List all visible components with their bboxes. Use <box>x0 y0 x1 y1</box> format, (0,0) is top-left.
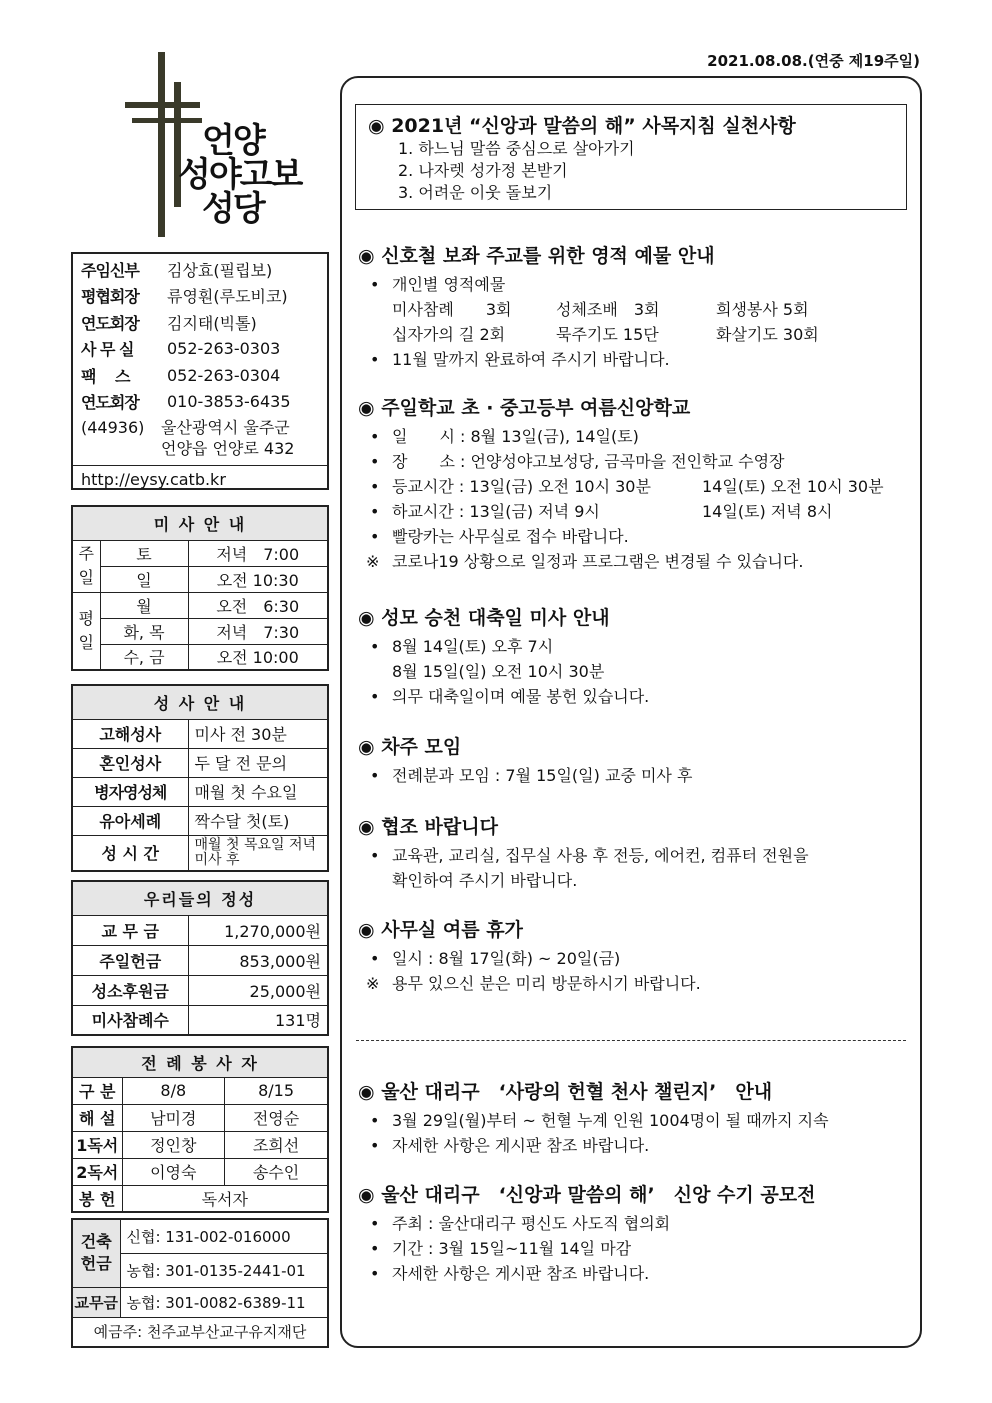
bulletin-date: 2021.08.08.(연중 제19주일) <box>707 52 920 70</box>
guideline-item: 2. 나자렛 성가정 본받기 <box>398 161 568 180</box>
mass-day: 수, 금 <box>100 644 188 670</box>
offering-value: 1,270,000원 <box>188 915 328 945</box>
sacrament-value: 짝수달 첫(토) <box>188 806 328 835</box>
section-blood-donation <box>358 1080 908 1158</box>
servers-role: 1독서 <box>72 1131 122 1158</box>
mass-title: 미 사 안 내 <box>72 506 328 540</box>
address-line-1: 울산광역시 울주군 <box>161 418 290 437</box>
mass-day: 월 <box>100 592 188 618</box>
logo-line-1: 언양 <box>202 121 264 161</box>
liturgy-servers-table <box>71 1046 329 1213</box>
sacrament-key: 성 시 간 <box>72 835 188 871</box>
info-value: 010-3853-6435 <box>167 392 291 412</box>
offering-value: 131명 <box>188 1005 328 1035</box>
info-row <box>81 362 319 389</box>
mass-time: 오전 10:30 <box>188 566 328 592</box>
bullet: • 일 시 : 8월 13일(금), 14일(토) <box>358 424 908 449</box>
offering-table <box>71 880 329 1036</box>
pastoral-guideline-box <box>355 104 907 210</box>
info-row <box>81 256 319 283</box>
mass-schedule <box>71 505 329 671</box>
servers-name: 독서자 <box>122 1185 328 1212</box>
weekday-label: 평 일 <box>72 592 100 670</box>
bullet: • 빨랑카는 사무실로 접수 바랍니다. <box>358 524 908 549</box>
servers-role: 봉 헌 <box>72 1185 122 1212</box>
bullet: • 일시 : 8월 17일(화) ~ 20일(금) <box>358 946 908 971</box>
zip-code: (44936) <box>81 418 145 437</box>
info-key: 평협회장 <box>81 287 139 307</box>
section-title: ◉ 울산 대리구 ‘신앙과 말씀의 해’ 신앙 수기 공모전 <box>358 1184 816 1206</box>
logo-line-2: 성야고보 <box>178 155 302 195</box>
section-title: ◉ 신호철 보좌 주교를 위한 영적 예물 안내 <box>358 245 715 267</box>
bullet-continued: 확인하여 주시기 바랍니다. <box>392 871 578 890</box>
parish-logo <box>120 52 320 242</box>
info-value: 류영훤(루도비코) <box>167 287 288 307</box>
offering-key: 미사참례수 <box>72 1005 188 1035</box>
info-key: 주임신부 <box>81 260 139 280</box>
servers-name: 송수인 <box>225 1158 328 1185</box>
mass-time: 저녁 7:30 <box>188 618 328 644</box>
info-row <box>81 283 319 310</box>
section-summer-school <box>358 396 908 574</box>
info-value: 052-263-0304 <box>167 365 281 385</box>
bullet: • 기간 : 3월 15일~11월 14일 마감 <box>358 1236 908 1261</box>
guideline-title: ◉ 2021년 “신앙과 말씀의 해” 사목지침 실천사항 <box>368 115 796 137</box>
section-spiritual-offering <box>358 244 908 372</box>
sacrament-key: 고해성사 <box>72 719 188 748</box>
guideline-item: 1. 하느님 말씀 중심으로 살아가기 <box>398 139 635 158</box>
bullet: • 11월 말까지 완료하여 주시기 바랍니다. <box>358 347 908 372</box>
section-title: ◉ 성모 승천 대축일 미사 안내 <box>358 607 610 629</box>
bullet: • 3월 29일(월)부터 ~ 헌혈 누계 인원 1004명이 될 때까지 지속 <box>358 1108 908 1133</box>
section-title: ◉ 울산 대리구 ‘사랑의 헌혈 천사 챌린지’ 안내 <box>358 1081 773 1103</box>
bullet: • 장 소 : 언양성야고보성당, 금곡마을 전인학교 수영장 <box>358 449 908 474</box>
sacrament-table <box>71 684 329 872</box>
offering-row: 십자가의 길 2회 묵주기도 15단 화살기도 30회 <box>392 325 819 344</box>
mass-day: 토 <box>100 540 188 566</box>
note: ※ 코로나19 상황으로 일정과 프로그램은 변경될 수 있습니다. <box>358 549 908 574</box>
tithe-account: 농협: 301-0082-6389-11 <box>120 1287 328 1317</box>
offering-key: 성소후원금 <box>72 975 188 1005</box>
servers-header: 8/8 <box>122 1077 225 1104</box>
bullet: • 자세한 사항은 게시판 참조 바랍니다. <box>358 1261 908 1286</box>
sunday-label: 주 일 <box>72 540 100 592</box>
building-account-2: 농협: 301-0135-2441-01 <box>120 1253 328 1287</box>
bullet: • 개인별 영적예물 <box>358 272 908 297</box>
tithe-label: 교무금 <box>72 1287 120 1317</box>
building-fund-label: 건축 헌금 <box>72 1219 120 1287</box>
guideline-item: 3. 어려운 이웃 돌보기 <box>398 183 553 202</box>
info-row <box>81 309 319 336</box>
mass-day: 일 <box>100 566 188 592</box>
servers-name: 이영숙 <box>122 1158 225 1185</box>
section-cooperation <box>358 815 908 893</box>
offering-title: 우리들의 정성 <box>72 881 328 915</box>
section-office-vacation <box>358 918 908 996</box>
section-next-week-meeting <box>358 735 908 788</box>
logo-line-3: 성당 <box>202 189 264 229</box>
offering-row: 미사참례 3회 성체조배 3회 희생봉사 5회 <box>392 300 809 319</box>
sacrament-value: 두 달 전 문의 <box>188 748 328 777</box>
section-title: ◉ 주일학교 초 · 중고등부 여름신앙학교 <box>358 397 691 419</box>
info-key: 사 무 실 <box>81 340 134 360</box>
parish-info <box>71 252 329 490</box>
mass-time: 저녁 7:00 <box>188 540 328 566</box>
offering-key: 교 무 금 <box>72 915 188 945</box>
info-row <box>81 389 319 416</box>
section-title: ◉ 차주 모임 <box>358 736 462 758</box>
note: ※ 용무 있으신 분은 미리 방문하시기 바랍니다. <box>358 971 908 996</box>
section-assumption-mass <box>358 606 908 709</box>
servers-role: 2독서 <box>72 1158 122 1185</box>
servers-name: 남미경 <box>122 1104 225 1131</box>
info-value: 052-263-0303 <box>167 339 281 359</box>
bullet: • 전례분과 모임 : 7월 15일(일) 교중 미사 후 <box>358 763 908 788</box>
bullet: • 주최 : 울산대리구 평신도 사도직 협의회 <box>358 1211 908 1236</box>
sacrament-key: 병자영성체 <box>72 777 188 806</box>
info-row <box>81 336 319 363</box>
section-title: ◉ 사무실 여름 휴가 <box>358 919 523 941</box>
cross-icon <box>120 52 210 242</box>
sacrament-value: 미사 전 30분 <box>188 719 328 748</box>
mass-day: 화, 목 <box>100 618 188 644</box>
servers-role: 해 설 <box>72 1104 122 1131</box>
sacrament-value: 매월 첫 수요일 <box>188 777 328 806</box>
offering-value: 25,000원 <box>188 975 328 1005</box>
section-divider <box>356 1040 906 1041</box>
servers-name: 조희선 <box>225 1131 328 1158</box>
servers-title: 전 례 봉 사 자 <box>72 1047 328 1077</box>
bullet: • 8월 14일(토) 오후 7시 <box>358 634 908 659</box>
accounts-table <box>71 1218 329 1348</box>
bullet: • 하교시간 : 13일(금) 저녁 9시 14일(토) 저녁 8시 <box>358 499 908 524</box>
info-key: 연도회장 <box>81 393 139 413</box>
info-value: 김상효(필립보) <box>167 260 273 280</box>
bullet-continued: 8월 15일(일) 오전 10시 30분 <box>392 662 605 681</box>
sacrament-key: 혼인성사 <box>72 748 188 777</box>
building-account-1: 신협: 131-002-016000 <box>120 1219 328 1253</box>
info-value: 김지태(빅톨) <box>167 313 257 333</box>
offering-value: 853,000원 <box>188 945 328 975</box>
mass-time: 오전 6:30 <box>188 592 328 618</box>
account-holder: 예금주: 천주교부산교구유지재단 <box>72 1317 328 1347</box>
address-line-2: 언양읍 언양로 432 <box>161 439 295 458</box>
section-title: ◉ 협조 바랍니다 <box>358 816 498 838</box>
sacrament-value: 매월 첫 목요일 저녁미사 후 <box>188 835 328 871</box>
offering-key: 주일헌금 <box>72 945 188 975</box>
servers-name: 정인창 <box>122 1131 225 1158</box>
sacrament-title: 성 사 안 내 <box>72 685 328 719</box>
servers-header: 8/15 <box>225 1077 328 1104</box>
bullet: • 교육관, 교리실, 집무실 사용 후 전등, 에어컨, 컴퓨터 전원을 <box>358 843 908 868</box>
section-faith-essay-contest <box>358 1183 908 1286</box>
mass-time: 오전 10:00 <box>188 644 328 670</box>
servers-name: 전영순 <box>225 1104 328 1131</box>
bullet: • 등교시간 : 13일(금) 오전 10시 30분 14일(토) 오전 10시 30분 <box>358 474 908 499</box>
website-link[interactable]: http://eysy.catb.kr <box>81 470 226 489</box>
servers-header: 구 분 <box>72 1077 122 1104</box>
info-key: 팩 스 <box>81 366 130 386</box>
sacrament-key: 유아세례 <box>72 806 188 835</box>
bullet: • 의무 대축일이며 예물 봉헌 있습니다. <box>358 684 908 709</box>
bullet: • 자세한 사항은 게시판 참조 바랍니다. <box>358 1133 908 1158</box>
address <box>81 417 319 459</box>
info-key: 연도회장 <box>81 313 139 333</box>
